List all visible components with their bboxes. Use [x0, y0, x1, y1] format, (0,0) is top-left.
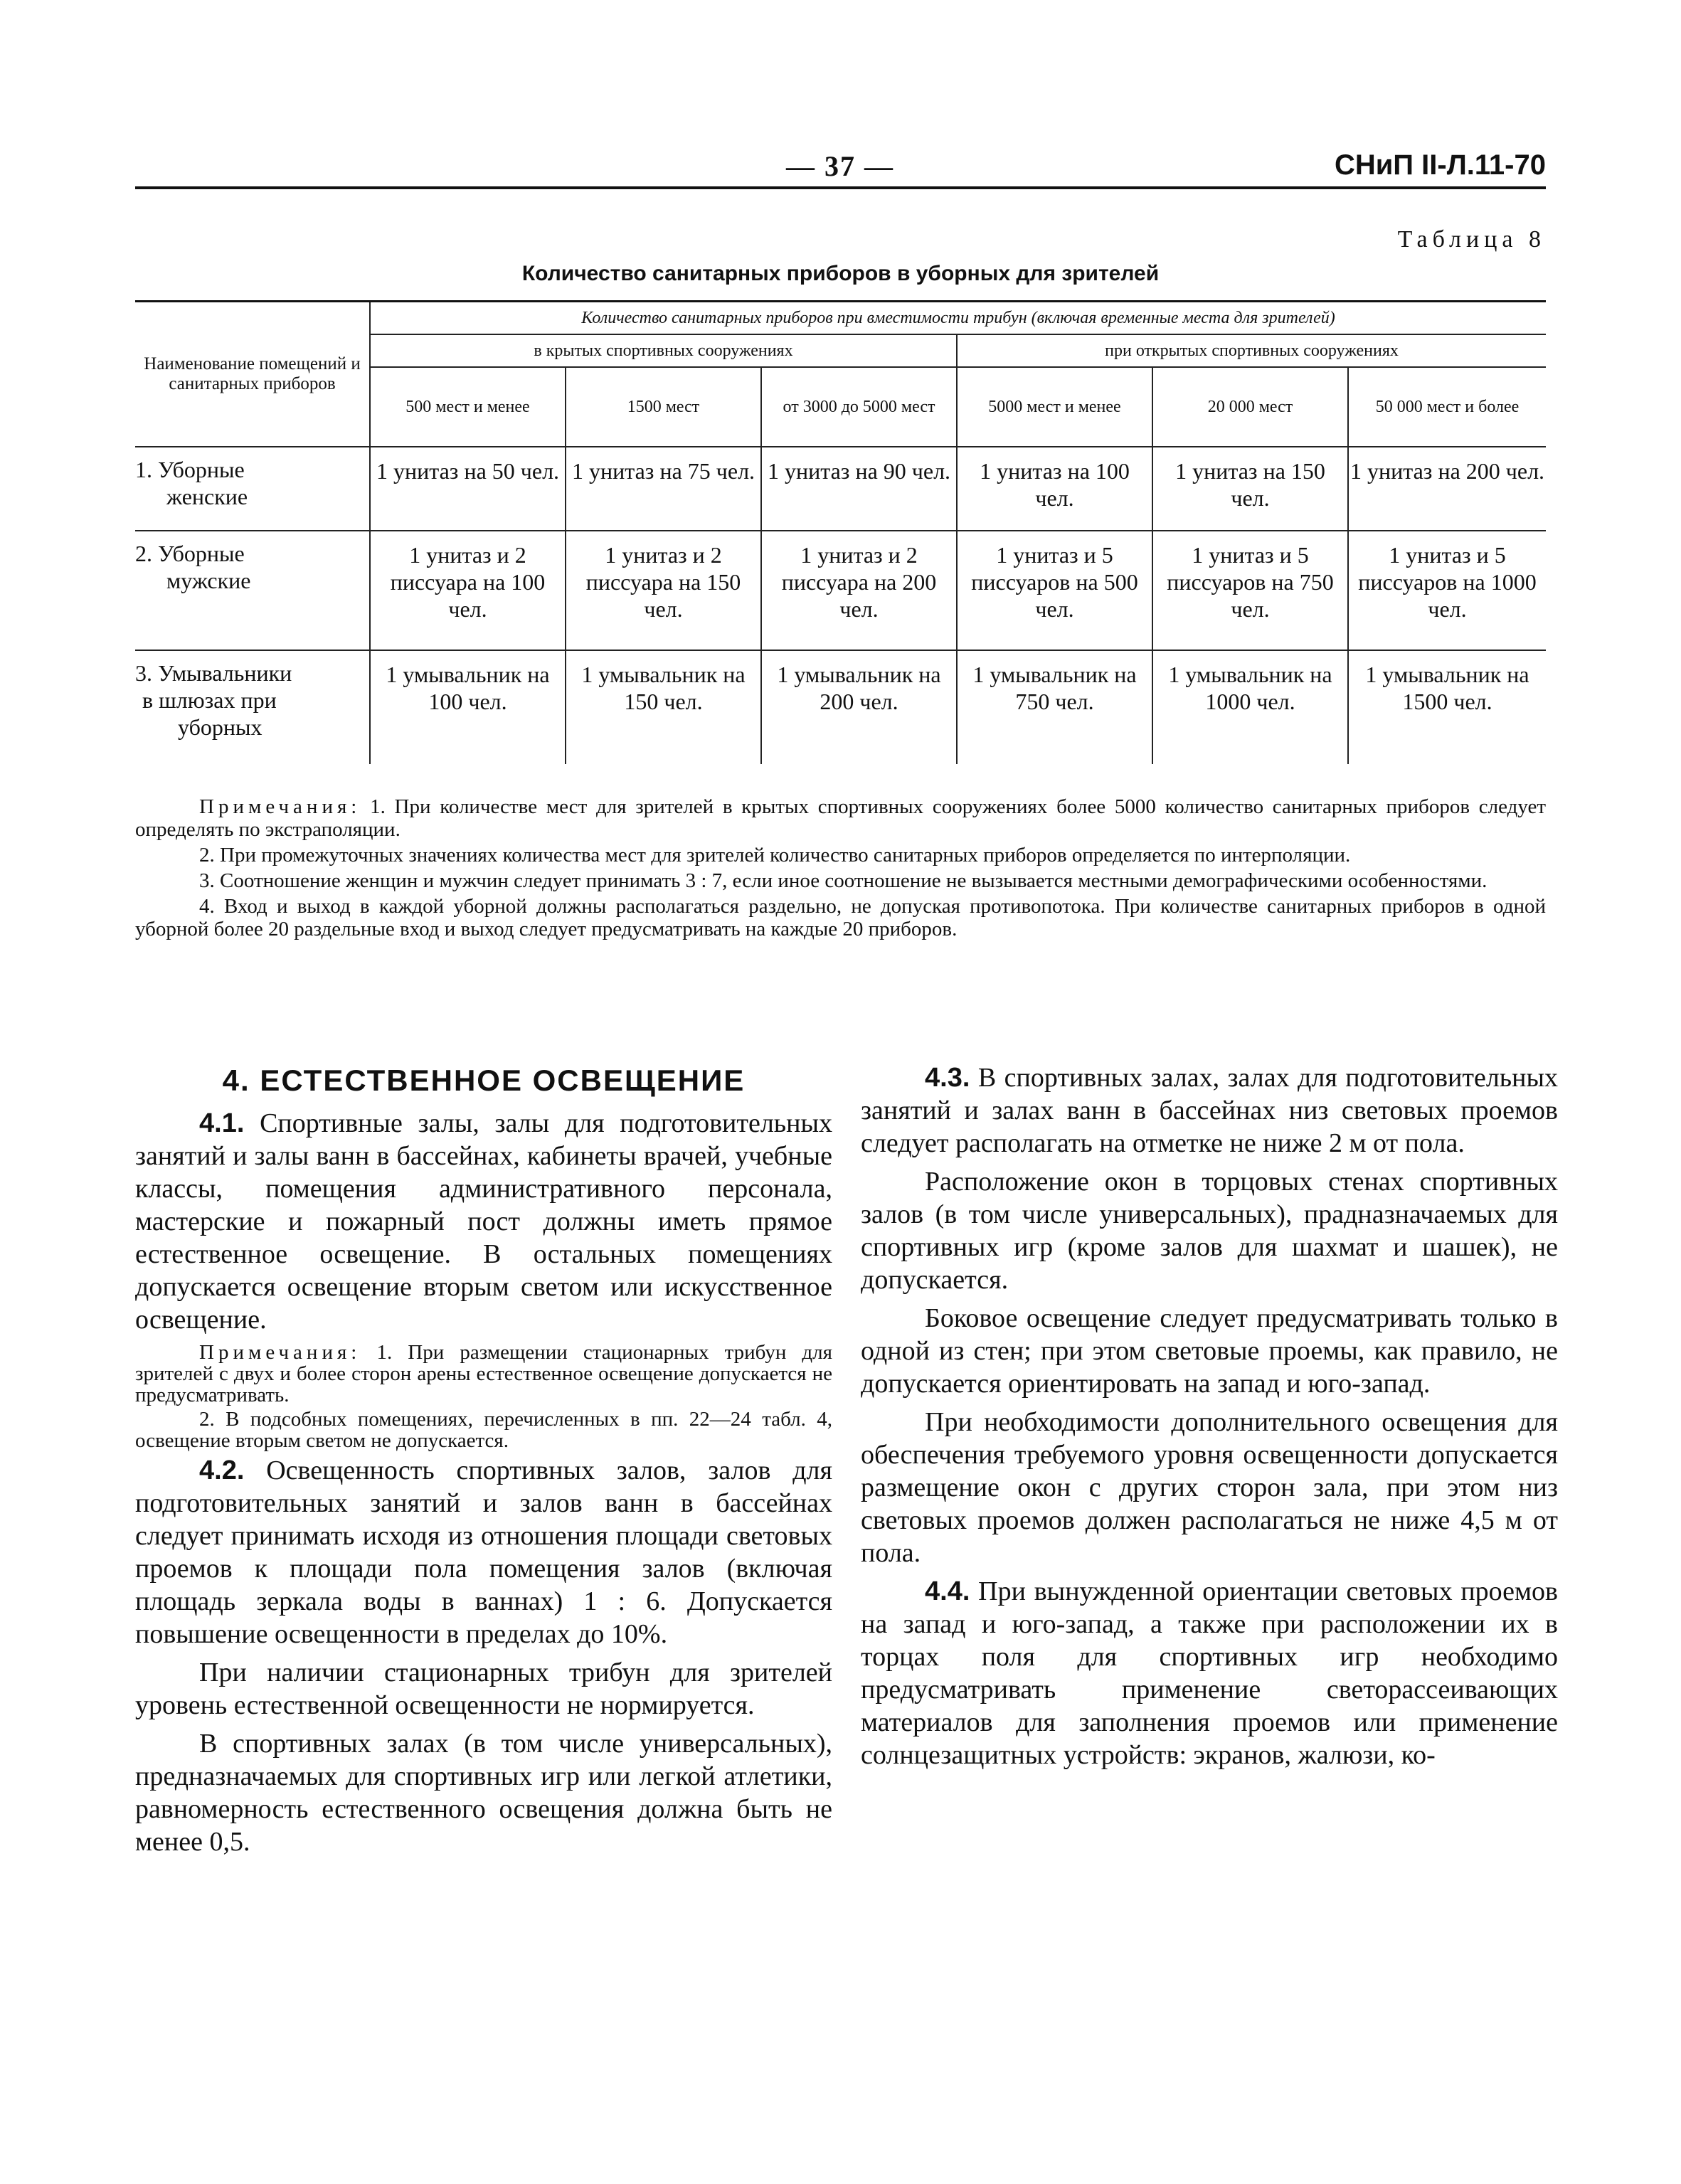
clause-number: 4.2.: [199, 1456, 245, 1485]
right-column: [861, 1061, 1558, 1777]
clause-number: 4.1.: [199, 1108, 245, 1138]
table-note: [135, 795, 1546, 841]
group-header-open: при открытых спортивных сооружениях: [957, 334, 1546, 367]
paragraph-text: Спортивные залы, залы для подготовительных занятий и залы ванн в бассейнах, кабинеты врачей, учебные классы, помещения административного персонала, мастерские и пожарный пост должны иметь прямое естественное освещение. В остальных помещениях допускается освещение вторым светом или искусственное освещение.: [135, 1108, 833, 1335]
paragraph: При наличии стационарных трибун для зрителей уровень естественной освещенности не нормируется.: [135, 1658, 832, 1720]
row-header: Наименование помещений и санитарных приборов: [135, 302, 370, 447]
table-cell: 1 умывальник на 100 чел.: [370, 650, 566, 764]
paragraph-text: При вынужденной ориентации световых проемов на запад и юго-запад, а также при расположении их в торцах поля для спортивных игр необходимо предусматривать применение светорассеивающих материалов для заполнения проемов или применение солнцезащитных устройств: экранов, жалюзи, ко-: [861, 1576, 1559, 1770]
group-header-covered: в крытых спортивных сооружениях: [370, 334, 957, 367]
row-name-line: 3. Умывальники: [135, 660, 292, 686]
table-cell: 1 унитаз на 150 чел.: [1152, 447, 1348, 531]
table-cell: 1 унитаз и 5 писсуаров на 500 чел.: [957, 531, 1152, 650]
table-cell: 1 унитаз и 2 писсуара на 100 чел.: [370, 531, 566, 650]
table-cell: 1 унитаз на 50 чел.: [370, 447, 566, 531]
table-cell: 1 умывальник на 750 чел.: [957, 650, 1152, 764]
column-header: от 3000 до 5000 мест: [761, 367, 957, 447]
row-name-line: 1. Уборные: [135, 457, 245, 482]
table-cell: 1 умывальник на 200 чел.: [761, 650, 957, 764]
column-header: 20 000 мест: [1152, 367, 1348, 447]
table-cell: 1 унитаз и 5 писсуаров на 1000 чел.: [1348, 531, 1546, 650]
table-notes: [135, 795, 1546, 943]
table-cell: 1 унитаз и 2 писсуара на 200 чел.: [761, 531, 957, 650]
paragraph-4-2: [135, 1454, 832, 1650]
header-rule: [135, 186, 1546, 189]
note-4-1: 2. В подсобных помещениях, перечисленных в пп. 22—24 табл. 4, освещение вторым светом не допускается.: [135, 1408, 832, 1452]
table-title: Количество санитарных приборов в уборных для зрителей: [521, 262, 1160, 285]
table-note: 3. Соотношение женщин и мужчин следует принимать 3 : 7, если иное соотношение не вызывается местными демографическими особенностями.: [199, 869, 1488, 892]
column-header: 500 мест и менее: [370, 367, 566, 447]
table-note: 2. При промежуточных значениях количества мест для зрителей количество санитарных приборов определяется по интерполяции.: [199, 844, 1351, 866]
note-4-1: [135, 1342, 832, 1406]
column-header: 1500 мест: [566, 367, 761, 447]
row-name-line: мужские: [166, 568, 251, 593]
table-label: Таблица 8: [1397, 226, 1546, 253]
row-name-line: уборных: [178, 714, 263, 740]
table-cell: 1 унитаз и 5 писсуаров на 750 чел.: [1152, 531, 1348, 650]
paragraph-4-1: [135, 1107, 832, 1336]
row-name-line: женские: [166, 484, 248, 509]
row-name-line: в шлюзах при: [142, 687, 277, 713]
paragraph: Боковое освещение следует предусматривать только в одной из стен; при этом световые проемы, как правило, не допускается ориентировать на запад и юго-запад.: [861, 1303, 1558, 1399]
table-cell: 1 унитаз на 75 чел.: [566, 447, 761, 531]
note-text: 1. При количестве мест для зрителей в крытых спортивных сооружениях более 5000 количество санитарных приборов следует определять по экстраполяции.: [135, 795, 1546, 841]
paragraph-text: Освещенность спортивных залов, залов для подготовительных занятий и залов ванн в бассейнах следует принимать исходя из отношения площади световых проемов к площади пола помещения залов (включая площадь зеркала воды в ваннах) 1 : 6. Допускается повышение освещенности в пределах до 10%.: [135, 1456, 833, 1649]
section-heading: 4. ЕСТЕСТВЕННОЕ ОСВЕЩЕНИЕ: [222, 1064, 746, 1097]
table-cell: 1 унитаз на 200 чел.: [1348, 447, 1546, 531]
column-header: 50 000 мест и более: [1348, 367, 1546, 447]
paragraph: Расположение окон в торцовых стенах спортивных залов (в том числе универсальных), прадназначаемых для спортивных игр (кроме залов для шахмат и шашек), не допускается.: [861, 1167, 1558, 1295]
table-note: 4. Вход и выход в каждой уборной должны располагаться раздельно, не допуская противопотока. При количестве санитарных приборов в одной уборной более 20 раздельные вход и выход следует предусматривать на каждые 20 приборов.: [135, 895, 1546, 940]
table-cell: 1 умывальник на 1000 чел.: [1152, 650, 1348, 764]
table-cell: 1 унитаз на 90 чел.: [761, 447, 957, 531]
main-header: Количество санитарных приборов при вместимости трибун (включая временные места для зрителей): [370, 302, 1546, 335]
clause-number: 4.4.: [925, 1576, 970, 1606]
row-name: [135, 650, 370, 764]
row-name-line: 2. Уборные: [135, 541, 245, 566]
clause-number: 4.3.: [925, 1063, 970, 1093]
paragraph-4-4: [861, 1575, 1558, 1771]
paragraph: При необходимости дополнительного освещения для обеспечения требуемого уровня освещенности допускается размещение окон с других сторон зала, при этом низ световых проемов должен располагаться не ниже 4,5 м от пола.: [861, 1407, 1558, 1568]
table-cell: 1 умывальник на 1500 чел.: [1348, 650, 1546, 764]
paragraph-text: В спортивных залах, залах для подготовительных занятий и залах ванн в бассейнах низ световых проемов следует располагать на отметке не ниже 2 м от пола.: [861, 1063, 1558, 1158]
left-column: [135, 1061, 832, 1864]
table-cell: 1 умывальник на 150 чел.: [566, 650, 761, 764]
table-cell: 1 унитаз на 100 чел.: [957, 447, 1152, 531]
row-name: [135, 531, 370, 650]
paragraph: В спортивных залах (в том числе универсальных), предназначаемых для спортивных игр или легкой атлетики, равномерность естественного освещения должна быть не менее 0,5.: [135, 1729, 832, 1857]
notes-label: Примечания:: [199, 795, 361, 818]
table-cell: 1 унитаз и 2 писсуара на 150 чел.: [566, 531, 761, 650]
page-number: — 37 —: [786, 150, 894, 182]
document-code: СНиП II-Л.11-70: [1334, 149, 1546, 181]
column-header: 5000 мест и менее: [957, 367, 1152, 447]
row-name: [135, 447, 370, 531]
sanitary-fixtures-table: [135, 300, 1546, 764]
paragraph-4-3: [861, 1061, 1558, 1160]
notes-label: Примечания:: [199, 1341, 361, 1364]
note-text: 1. При размещении стационарных трибун для зрителей с двух и более сторон арены естественное освещение допускается не предусматривать.: [135, 1341, 832, 1406]
